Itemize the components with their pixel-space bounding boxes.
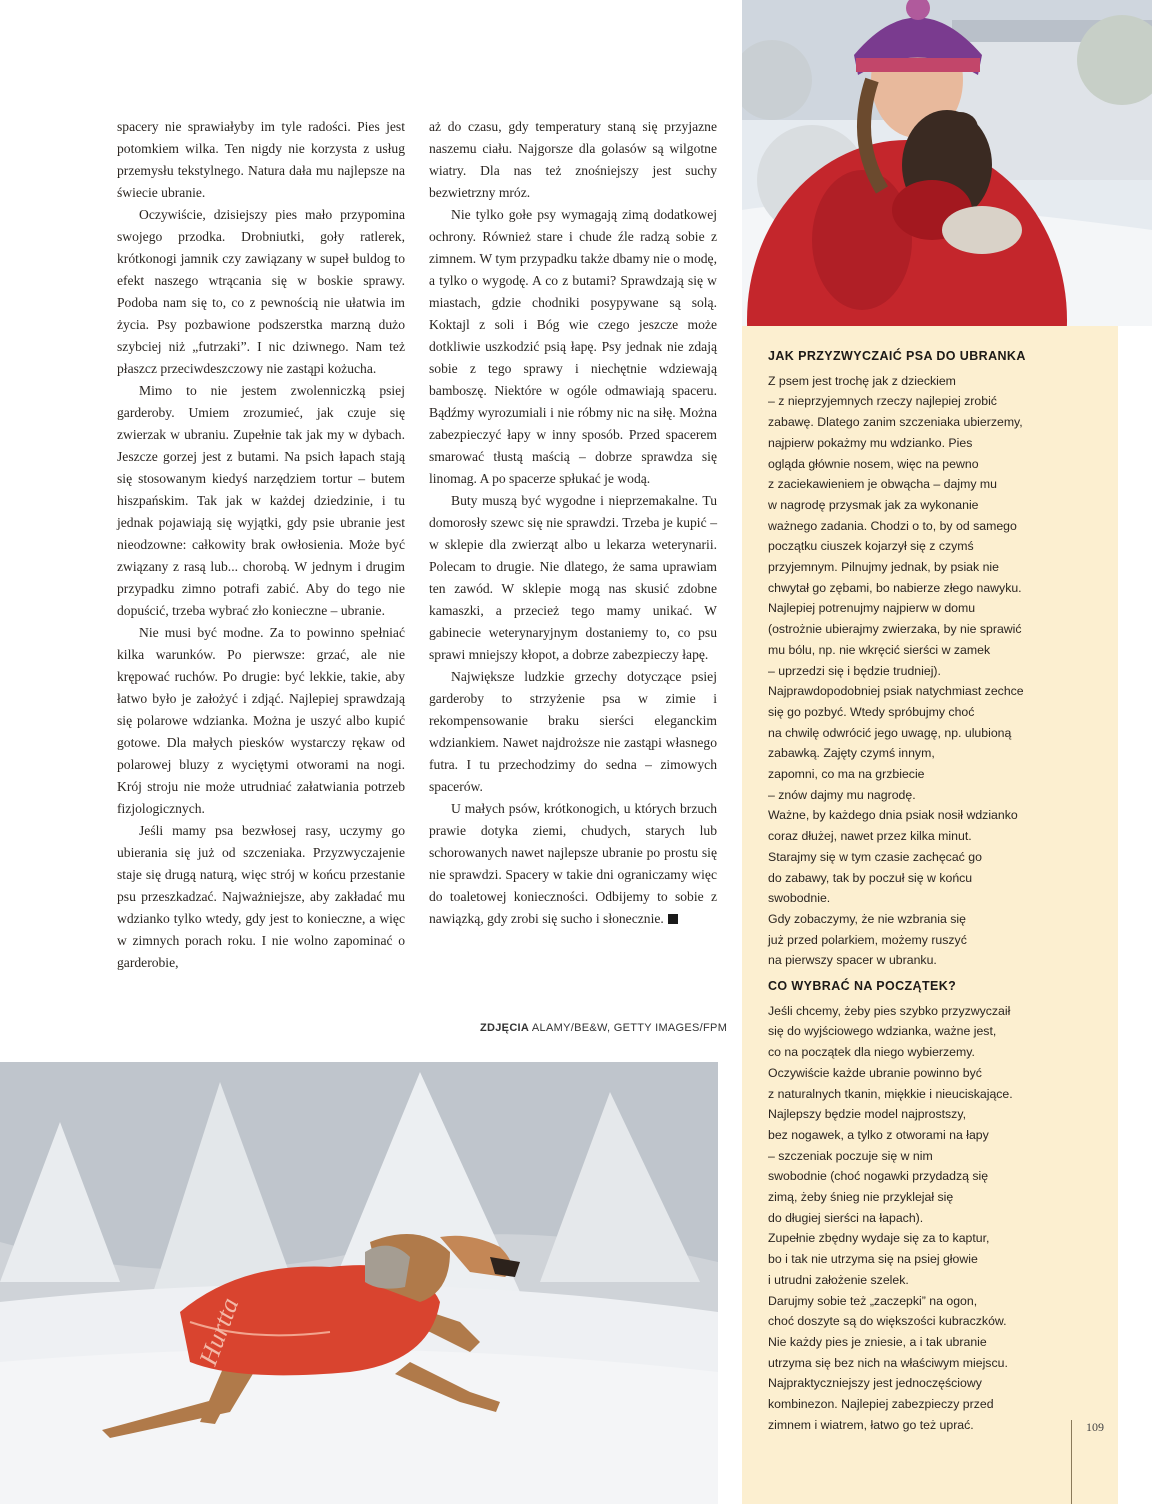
tips-line: mu bólu, np. nie wkręcić sierści w zamek bbox=[768, 642, 991, 657]
tips-line: – znów dajmy mu nagrodę. bbox=[768, 787, 916, 802]
tips-line: ważnego zadania. Chodzi o to, by od samego bbox=[768, 518, 1017, 533]
tips-box-title: CO WYBRAĆ NA POCZĄTEK? bbox=[768, 979, 957, 993]
paragraph bbox=[429, 798, 717, 930]
tips-line: Zupełnie zbędny wydaje się za to kaptur, bbox=[768, 1231, 990, 1246]
tips-line: Gdy zobaczymy, że nie wzbrania się bbox=[768, 911, 966, 926]
tips-line: Z psem jest trochę jak z dzieckiem bbox=[768, 373, 956, 388]
tips-line: już przed polarkiem, możemy ruszyć bbox=[768, 932, 967, 947]
tips-box-body bbox=[768, 1001, 1028, 1436]
tips-line: najpierw pokażmy mu wdzianko. Pies bbox=[768, 435, 973, 450]
photo-boxer-dog bbox=[0, 1062, 718, 1504]
tips-line: się do wyjściowego wdzianka, ważne jest, bbox=[768, 1024, 997, 1039]
tips-line: Najpraktyczniejszy jest jednoczęściowy bbox=[768, 1376, 982, 1391]
photo-woman-with-dog bbox=[742, 0, 1152, 326]
tips-line: początku ciuszek kojarzył się z czymś bbox=[768, 539, 974, 554]
end-mark bbox=[668, 914, 678, 924]
credit-label: ZDJĘCIA bbox=[480, 1022, 530, 1034]
tips-line: Jeśli chcemy, żeby pies szybko przyzwyczaił bbox=[768, 1003, 1011, 1018]
tips-line: Darujmy sobie też „zaczepki” na ogon, bbox=[768, 1293, 978, 1308]
tips-line: Najprawdopodobniej psiak natychmiast zechce bbox=[768, 684, 1024, 699]
paragraph: Największe ludzkie grzechy dotyczące psiej garderoby to strzyżenie psa w zimie i rekompensowanie braku sierści eleganckim wdziankiem. Nawet najdroższe nie zastąpi własnego futra. I tu przechodzimy do sedna – zimowych spacerów. bbox=[429, 669, 717, 794]
tips-line: kombinezon. Najlepiej zabezpieczy przed bbox=[768, 1397, 994, 1412]
tips-line: do długiej sierści na łapach). bbox=[768, 1210, 924, 1225]
tips-line: zapomni, co ma na grzbiecie bbox=[768, 767, 925, 782]
paragraph: Oczywiście, dzisiejszy pies mało przypomina swojego przodka. Drobniutki, goły ratlerek, krótkonogi jamnik czy zawiązany w supeł buldog to efekt naszego wtrącania się w boskie sprawy. Podoba nam się to, co z pewnością nie ułatwia im życia. Psy pozbawione podszerstka marzną dużo szybciej niż „futrzaki”. I nic dziwnego. Nam też płaszcz przeciwdeszczowy nie zastąpi kożucha. bbox=[117, 207, 405, 376]
tips-line: bo i tak nie utrzyma się na psiej głowie bbox=[768, 1252, 978, 1267]
tips-box-getting-used bbox=[768, 346, 1028, 971]
paragraph: Mimo to nie jestem zwolenniczką psiej garderoby. Umiem zrozumieć, jak czuje się zwierzak w ubraniu. Zupełnie tak jak my w dybach. Jeszcze gorzej jest z butami. Na psich łapach stają się stosowanym kiedyś narzędziem tortur – butem hiszpańskim. Tak jak w każdej dziedzinie, i tu jednak pojawiają się wyjątki, gdy psie ubranie jest nieodzowne: całkowity brak owłosienia. Może być związany z rasą lub... chorobą. W jednym i drugim przypadku zimno potrafi zabić. Aby do tego nie dopuścić, trzeba wybrać zło konieczne – ubranie. bbox=[117, 383, 405, 618]
tips-line: Najlepszy będzie model najprostszy, bbox=[768, 1107, 966, 1122]
tips-box-what-to-choose bbox=[768, 976, 1028, 1435]
paragraph: spacery nie sprawiałyby im tyle radości. Pies jest potomkiem wilka. Ten nigdy nie korzysta z usług przemysłu tekstylnego. Natura dała mu najlepsze na świecie ubranie. bbox=[117, 119, 405, 200]
tips-line: chwytał go zębami, bo nabierze złego nawyku. bbox=[768, 580, 1022, 595]
tips-line: Ważne, by każdego dnia psiak nosił wdzianko bbox=[768, 808, 1018, 823]
page-number: 109 bbox=[1086, 1420, 1104, 1434]
paragraph-text: U małych psów, krótkonogich, u których brzuch prawie dotyka ziemi, chudych, starych lub schorowanych nawet najlepsze ubranie po prostu się nie sprawdzi. Spacery w takie dni ograniczamy więc do toaletowej konieczności. Odbijemy to sobie z nawiązką, gdy zrobi się sucho i słonecznie. bbox=[429, 801, 717, 926]
tips-line: (ostrożnie ubierajmy zwierzaka, by nie sprawić bbox=[768, 622, 1022, 637]
tips-line: coraz dłużej, nawet przez kilka minut. bbox=[768, 829, 972, 844]
page-number-divider bbox=[1071, 1420, 1072, 1504]
paragraph: Jeśli mamy psa bezwłosej rasy, uczymy go ubierania się już od szczeniaka. Przyzwyczajenie staje się drugą naturą, więc strój w końcu przestanie psu przeszkadzać. Najważniejsze, aby zakładać mu wdzianko tylko wtedy, gdy jest to konieczne, a więc w zimnych porach roku. I nie wolno zapominać o garderobie, bbox=[117, 823, 405, 970]
tips-line: z zaciekawieniem je obwącha – dajmy mu bbox=[768, 477, 997, 492]
tips-line: Starajmy się w tym czasie zachęcać go bbox=[768, 849, 982, 864]
tips-line: do zabawy, tak by poczuł się w końcu bbox=[768, 870, 973, 885]
tips-line: – uprzedzi się i będzie trudniej). bbox=[768, 663, 941, 678]
tips-line: zimnem i wiatrem, łatwo go też uprać. bbox=[768, 1417, 974, 1432]
article-column-2 bbox=[429, 116, 717, 930]
tips-line: przyjemnym. Pilnujmy jednak, by psiak nie bbox=[768, 560, 999, 575]
tips-line: zimą, żeby śnieg nie przyklejał się bbox=[768, 1190, 954, 1205]
tips-line: Oczywiście każde ubranie powinno być bbox=[768, 1065, 982, 1080]
tips-line: – szczeniak poczuje się w nim bbox=[768, 1148, 933, 1163]
tips-line: swobodnie (choć nogawki przydadzą się bbox=[768, 1169, 989, 1184]
tips-line: swobodnie. bbox=[768, 891, 831, 906]
paragraph: Buty muszą być wygodne i nieprzemakalne. Tu domorosły szewc się nie sprawdzi. Trzeba je kupić – w sklepie dla zwierząt albo u lekarza weterynarii. Polecam to drugie. Nie dlatego, że sama uprawiam ten zawód. W sklepie mogą nas skusić zdobne kamaszki, a przecież tego mamy unikać. W gabinecie weterynaryjnym dostaniemy to, co psu sprawi mniejszy kłopot, a dobrze zabezpieczy łapę. bbox=[429, 493, 717, 662]
tips-line: zabawką. Zajęty czymś innym, bbox=[768, 746, 935, 761]
paragraph: Nie tylko gołe psy wymagają zimą dodatkowej ochrony. Również stare i chude źle radzą sobie z zimnem. W tym przypadku także dbamy nie o modę, a tylko o wygodę. A co z butami? Sprawdzają się w miastach, gdzie chodniki posypywane są solą. Koktajl z soli i Bóg wie czego jeszcze może dotkliwie uszkodzić psią łapę. Psy jednak nie zdają sobie z tego sprawy i niechętnie wdziewają bamboszę. Niektóre w ogóle odmawiają spaceru. Bądźmy wyrozumiali i nie róbmy nic na siłę. Można zabezpieczyć łapy w inny sposób. Przed spacerem smarować tłustą maścią – dobrze sprawdza się linomag. A po spacerze spłukać je wodą. bbox=[429, 207, 717, 486]
tips-line: na chwilę odwrócić jego uwagę, np. ulubioną bbox=[768, 725, 1012, 740]
tips-line: utrzyma się bez nich na właściwym miejscu. bbox=[768, 1355, 1008, 1370]
tips-box-body bbox=[768, 371, 1028, 971]
tips-line: – z nieprzyjemnych rzeczy najlepiej zrobić bbox=[768, 394, 997, 409]
paragraph: aż do czasu, gdy temperatury staną się przyjazne naszemu ciału. Najgorsze dla golasów są wilgotne wiatry. Dla nas też znośniejszy jest suchy bezwietrzny mróz. bbox=[429, 119, 717, 200]
coat-brand-text: Hurtta bbox=[193, 1293, 245, 1370]
tips-line: się go pozbyć. Wtedy spróbujmy choć bbox=[768, 704, 975, 719]
tips-line: Najlepiej potrenujmy najpierw w domu bbox=[768, 601, 976, 616]
tips-line: w nagrodę przysmak jak za wykonanie bbox=[768, 497, 979, 512]
tips-line: z naturalnych tkanin, miękkie i nieuciskające. bbox=[768, 1086, 1013, 1101]
tips-line: bez nogawek, a tylko z otworami na łapy bbox=[768, 1127, 989, 1142]
article-column-1 bbox=[117, 116, 405, 974]
tips-line: Nie każdy pies je zniesie, a i tak ubranie bbox=[768, 1334, 987, 1349]
paragraph: Nie musi być modne. Za to powinno spełniać kilka warunków. Po pierwsze: grzać, ale nie krępować ruchów. Po drugie: być lekkie, takie, aby łatwo było je założyć i zdjąć. Najlepiej sprawdzają się polarowe wdzianka. Można je uszyć albo kupić gotowe. Dla małych piesków wystarczy rękaw od polarowej bluzy z wyciętymi otworami na nogi. Krój stroju nie może utrudniać załatwiania potrzeb fizjologicznych. bbox=[117, 625, 405, 816]
tips-line: choć doszyte są do większości kubraczków. bbox=[768, 1314, 1007, 1329]
credit-text: ALAMY/BE&W, GETTY IMAGES/FPM bbox=[531, 1022, 728, 1034]
tips-line: na pierwszy spacer w ubranku. bbox=[768, 953, 937, 968]
photo-credit bbox=[480, 1022, 727, 1034]
tips-box-title: JAK PRZYZWYCZAIĆ PSA DO UBRANKA bbox=[768, 349, 1026, 363]
tips-line: zabawę. Dlatego zanim szczeniaka ubierzemy, bbox=[768, 415, 1023, 430]
tips-line: i utrudni założenie szelek. bbox=[768, 1272, 909, 1287]
tips-line: ogląda głównie nosem, więc na pewno bbox=[768, 456, 979, 471]
tips-line: co na początek dla niego wybierzemy. bbox=[768, 1045, 975, 1060]
